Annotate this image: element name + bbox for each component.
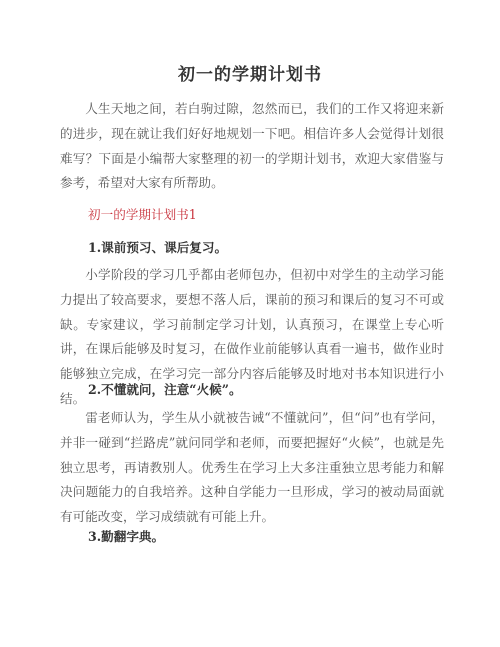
item-2-body: 雷老师认为，学生从小就被告诫“不懂就问”，但“问”也有学问，并非一碰到“拦路虎”就问同学和老师，而要把握好“火候”，也就是先独立思考，再请教别人。优秀生在学习上大多注重独立思考能力和解决问题能力的自我培养。这种自学能力一旦形成，学习的被动局面就有可能改变，学习成绩就有可能上升。 bbox=[60, 410, 444, 525]
document-title: 初一的学期计划书 bbox=[178, 65, 322, 85]
item-3-heading: 3.勤翻字典。 bbox=[88, 529, 165, 544]
item-1-body: 小学阶段的学习几乎都由老师包办，但初中对学生的主动学习能力提出了较高要求，要想不落人后，课前的预习和课后的复习不可或缺。专家建议，学习前制定学习计划，认真预习，在课堂上专心听讲，在课后能够及时复习，在做作业前能够认真看一遍书，做作业时能够独立完成，在学习完一部分内容后能够及时地对书本知识进行小结。 bbox=[60, 267, 444, 406]
item-1-heading: 1.课前预习、课后复习。 bbox=[88, 240, 228, 255]
section-title: 初一的学期计划书1 bbox=[88, 207, 197, 222]
intro-paragraph: 人生天地之间，若白驹过隙，忽然而已，我们的工作又将迎来新的进步，现在就让我们好好地规划一下吧。相信许多人会觉得计划很难写？下面是小编帮大家整理的初一的学期计划书，欢迎大家借鉴与参考，希望对大家有所帮助。 bbox=[60, 101, 444, 191]
item-2-heading: 2.不懂就问，注意“火候”。 bbox=[88, 382, 242, 397]
